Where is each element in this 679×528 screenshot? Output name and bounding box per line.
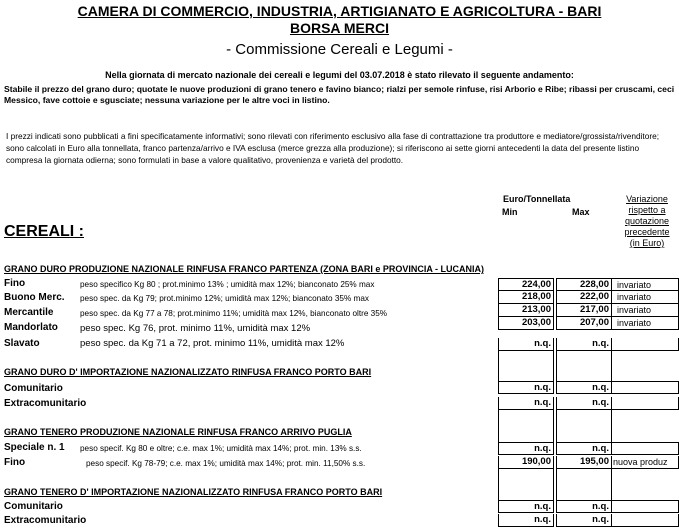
variation-cell: invariato — [612, 304, 679, 317]
variation-cell — [612, 500, 679, 513]
column-rule — [611, 351, 612, 381]
row-name: Fino — [4, 278, 26, 289]
row-desc: peso spec. da Kg 79; prot.minimo 12%; umidità max 12%; bianconato 35% max — [80, 294, 369, 303]
row-name: Extracomunitario — [4, 515, 87, 526]
column-rule — [498, 351, 554, 381]
row-desc: peso specif. Kg 78-79; c.e. max 1%; umidità max 14%; prot. min. 11,50% s.s. — [86, 459, 366, 468]
column-rule — [556, 351, 612, 381]
variation-cell — [612, 381, 679, 394]
intro-line: Nella giornata di mercato nazionale dei cereali e legumi del 03.07.2018 è stato rilevato il seguente andamento: — [105, 70, 574, 80]
row-name: Extracomunitario — [4, 398, 87, 409]
price-max: 207,00 — [556, 317, 612, 330]
disclaimer: I prezzi indicati sono pubblicati a fini specificatamente informativi; sono rilevati con riferimento esclusivo alla fase di contrattazione tra produttore e mediatore/grossista/rivenditore; sono calcolati in Euro alla tonnellata, franco partenza/arrivo e IVA esclusa (merce grezza alla produzione); si riferiscono ai sette giorni antecedenti la data del presente listino compresa la giornata odierna; sono formulati in base a valore qualitativo, provenienza e varietà del prodotto. — [6, 131, 660, 165]
column-rule — [498, 469, 554, 500]
unit-header: Euro/Tonnellata — [503, 194, 571, 204]
price-min: n.q. — [498, 500, 554, 513]
price-min: 213,00 — [498, 304, 554, 317]
group-title: GRANO DURO D' IMPORTAZIONE NAZIONALIZZATO RINFUSA FRANCO PORTO BARI — [4, 367, 372, 377]
row-name: Buono Merc. — [4, 292, 65, 303]
column-rule — [611, 469, 612, 500]
price-max: n.q. — [556, 381, 612, 394]
column-rule — [556, 469, 612, 500]
price-max: 217,00 — [556, 304, 612, 317]
group-title: GRANO DURO PRODUZIONE NAZIONALE RINFUSA FRANCO PARTENZA (ZONA BARI e PROVINCIA - LUCANIA) — [4, 264, 484, 274]
variation-header-line: Variazione — [626, 194, 668, 204]
variation-cell — [612, 397, 679, 410]
row-desc: peso specif. Kg 80 e oltre; c.e. max 1%; umidità max 14%; prot. min. 13% s.s. — [80, 444, 362, 453]
variation-cell: invariato — [612, 317, 679, 330]
price-min: 203,00 — [498, 317, 554, 330]
price-max: n.q. — [556, 338, 612, 351]
row-desc: peso specifico Kg 80 ; prot.minimo 13% ; umidità max 12%; bianconato 25% max — [80, 280, 375, 289]
row-name: Comunitario — [4, 383, 63, 394]
variation-header-line: quotazione — [624, 216, 670, 226]
price-min: n.q. — [498, 442, 554, 455]
document-subtitle: BORSA MERCI — [289, 20, 390, 36]
price-min: 224,00 — [498, 278, 554, 291]
row-desc: peso spec. da Kg 71 a 72, prot. minimo 11%, umidità max 12% — [80, 338, 345, 349]
commission-title: - Commissione Cereali e Legumi - — [226, 41, 453, 58]
row-name: Slavato — [4, 338, 40, 349]
variation-header — [614, 194, 679, 249]
price-max: 195,00 — [556, 456, 612, 469]
column-rule — [556, 410, 612, 442]
price-max: 222,00 — [556, 291, 612, 304]
row-name: Fino — [4, 457, 26, 468]
price-min: n.q. — [498, 514, 554, 527]
price-min: 190,00 — [498, 456, 554, 469]
price-max: n.q. — [556, 397, 612, 410]
variation-header-line: precedente — [624, 227, 670, 237]
price-max: 228,00 — [556, 278, 612, 291]
variation-cell: nuova produz — [612, 456, 679, 469]
price-min: n.q. — [498, 397, 554, 410]
group-title: GRANO TENERO D' IMPORTAZIONE NAZIONALIZZATO RINFUSA FRANCO PORTO BARI — [4, 487, 383, 497]
row-desc: peso spec. da Kg 77 a 78; prot.minimo 11%; umidità max 12%, bianconato oltre 35% — [80, 309, 388, 318]
max-header: Max — [572, 207, 590, 217]
column-rule — [611, 410, 612, 442]
variation-cell — [612, 338, 679, 351]
price-max: n.q. — [556, 442, 612, 455]
price-max: n.q. — [556, 514, 612, 527]
row-desc: peso spec. Kg 76, prot. minimo 11%, umidità max 12% — [80, 323, 311, 334]
row-name: Speciale n. 1 — [4, 442, 65, 453]
variation-cell — [612, 514, 679, 527]
variation-cell: invariato — [612, 291, 679, 304]
section-title: CEREALI : — [4, 223, 84, 240]
row-name: Mercantile — [4, 307, 54, 318]
document-title: CAMERA DI COMMERCIO, INDUSTRIA, ARTIGIANATO E AGRICOLTURA - BARI — [77, 3, 602, 19]
min-header: Min — [502, 207, 518, 217]
column-rule — [498, 410, 554, 442]
price-max: n.q. — [556, 500, 612, 513]
variation-cell — [612, 442, 679, 455]
row-name: Mandorlato — [4, 322, 58, 333]
row-name: Comunitario — [4, 501, 63, 512]
group-title: GRANO TENERO PRODUZIONE NAZIONALE RINFUSA FRANCO ARRIVO PUGLIA — [4, 427, 352, 437]
market-summary: Stabile il prezzo del grano duro; quotate le nuove produzioni di grano tenero e favino bianco; rialzi per semole rinfuse, risi Arborio e Ribe; ribassi per cruscami, ceci Messico, fave cottoie e sguscia​te; nessuna variazione per le altre voci in listino. — [4, 84, 675, 105]
price-min: n.q. — [498, 381, 554, 394]
variation-cell: invariato — [612, 278, 679, 291]
price-min: n.q. — [498, 338, 554, 351]
price-min: 218,00 — [498, 291, 554, 304]
variation-header-line: (in Euro) — [629, 238, 665, 248]
variation-header-line: rispetto a — [628, 205, 666, 215]
